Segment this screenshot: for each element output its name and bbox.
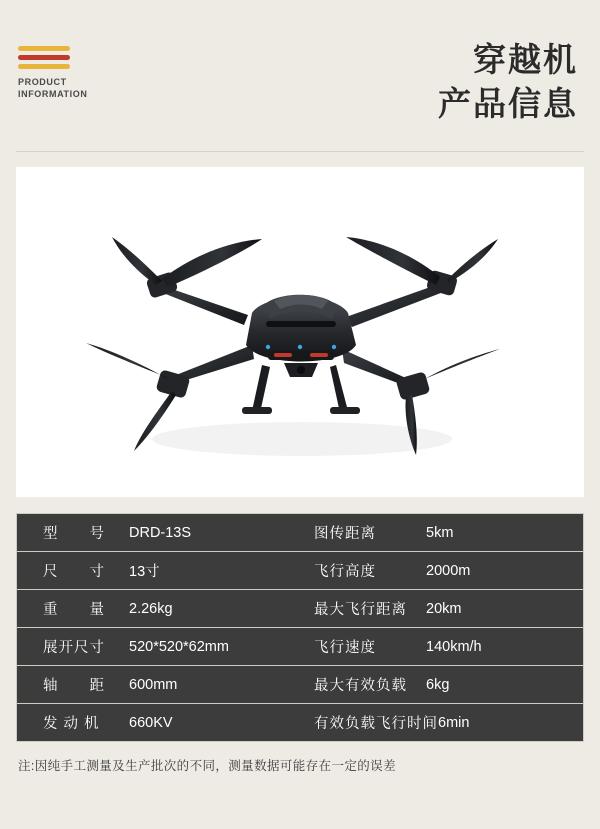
table-row — [17, 514, 583, 552]
spec-value: 520*520*62mm — [129, 638, 229, 655]
spec-cell-right — [300, 704, 583, 741]
spec-cell-right — [300, 628, 583, 665]
spec-key: 最大有效负载 — [314, 678, 407, 694]
spec-cell-right — [300, 666, 583, 703]
table-row — [17, 628, 583, 666]
spec-cell-right — [300, 514, 583, 551]
logo-bar-yellow-top — [18, 46, 70, 51]
spec-value: 140km/h — [426, 638, 482, 655]
spec-cell-right — [300, 590, 583, 627]
brand-logo — [18, 46, 138, 100]
spec-value: DRD-13S — [129, 524, 192, 541]
spec-key: 最大飞行距离 — [314, 602, 407, 618]
spec-cell-left — [17, 666, 300, 703]
page-title-line-1: 穿越机 — [473, 41, 578, 78]
logo-bar-red — [18, 55, 70, 60]
spec-value: 2000m — [426, 562, 471, 579]
spec-key: 展开尺寸 — [43, 640, 105, 656]
measurement-note: 注:因纯手工测量及生产批次的不同，测量数据可能存在一定的误差 — [18, 759, 396, 773]
spec-value: 5km — [426, 524, 454, 541]
brand-line-1: PRODUCT — [18, 77, 67, 87]
spec-key: 发 动 机 — [43, 716, 100, 732]
brand-text — [18, 76, 138, 100]
page-header — [0, 0, 600, 152]
spec-key: 尺 寸 — [43, 564, 105, 580]
spec-value: 660KV — [129, 714, 173, 731]
brand-line-2: INFORMATION — [18, 89, 88, 99]
product-image-panel — [16, 167, 584, 497]
spec-value: 20km — [426, 600, 462, 617]
spec-key: 轴 距 — [43, 678, 105, 694]
spec-value: 600mm — [129, 676, 178, 693]
logo-bar-yellow-bottom — [18, 64, 70, 69]
spec-key: 图传距离 — [314, 526, 376, 542]
spec-value: 6kg — [426, 676, 450, 693]
table-row — [17, 704, 583, 742]
table-row — [17, 666, 583, 704]
drone-illustration — [16, 167, 584, 497]
spec-key: 重 量 — [43, 602, 105, 618]
spec-key: 飞行高度 — [314, 564, 376, 580]
table-row — [17, 552, 583, 590]
spec-table — [16, 513, 584, 742]
spec-cell-left — [17, 552, 300, 589]
spec-cell-left — [17, 704, 300, 741]
spec-cell-left — [17, 628, 300, 665]
spec-key: 飞行速度 — [314, 640, 376, 656]
spec-key: 型 号 — [43, 526, 105, 542]
page-title — [438, 38, 578, 126]
header-divider — [16, 151, 584, 152]
spec-value: 6min — [438, 714, 470, 731]
page-title-line-2: 产品信息 — [438, 85, 578, 122]
logo-bars-icon — [18, 46, 70, 69]
spec-key: 有效负载飞行时间 — [314, 716, 438, 732]
spec-value: 13寸 — [129, 564, 160, 580]
table-row — [17, 590, 583, 628]
spec-cell-right — [300, 552, 583, 589]
spec-cell-left — [17, 590, 300, 627]
spec-cell-left — [17, 514, 300, 551]
spec-value: 2.26kg — [129, 600, 173, 617]
